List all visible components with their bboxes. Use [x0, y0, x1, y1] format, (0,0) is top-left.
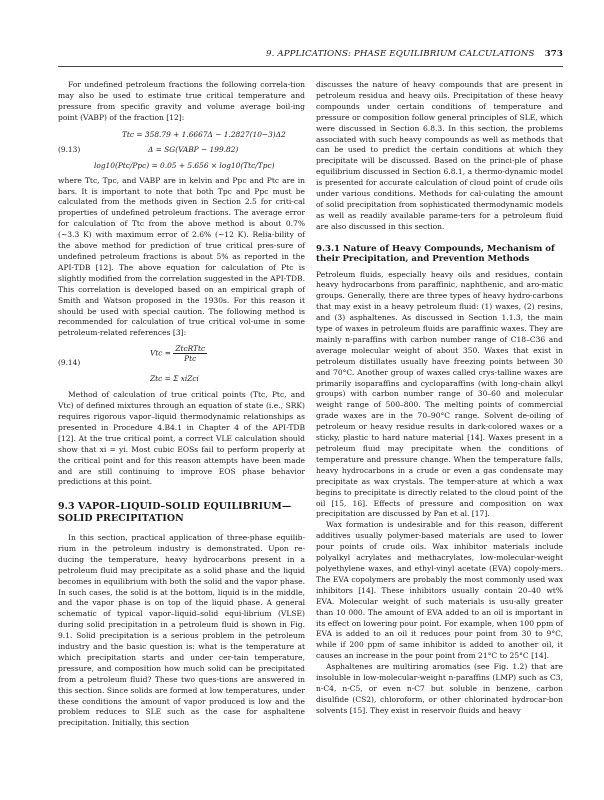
equation-vtc-denominator: Ptc — [184, 354, 197, 364]
left-paragraph-2: where Ttc, Tpc, and VABP are in kelvin and Ppc and Ptc are in bars. It is important to note that both Tpc and Ppc must be calculated from the methods given in Section 2.5 for criti-cal properties of undefined petroleum fractions. The average error for calculation of Ttc from the above method is about 0.7% (∼3.3 K) with maximum error of 2.6% (∼12 K). Relia-bility of the above method for prediction of true critical pres-sure of undefined petroleum fractions is about 5% as reported in the API-TDB [12]. The above equation for calculation of Ptc is slightly modified from the correlation suggested in the API-TDB. This correlation is developed based on an empirical graph of Smith and Watson proposed in the 1930s. For this reason it should be used with special caution. The following method is recommended for calculation of true critical vol-ume in some petroleum-related references [3]: — [58, 175, 305, 338]
equation-vtc-fraction — [173, 344, 207, 363]
header-rule — [58, 66, 563, 67]
left-paragraph-4: In this section, practical application of three-phase equilib-rium in the petroleum industry is demonstrated. Upon re-ducing the temperature, heavy hydrocarbons present in a petroleum fluid may precipitate as a solid phase and the liquid becomes in equilibrium with both the solid and the vapor phase. In such cases, the solid is at the bottom, liquid is in the middle, and the vapor phase is on top of the liquid phase. A general schematic of typical vapor–liquid–solid equi-librium (VLSE) during solid precipitation in a petroleum fluid is shown in Fig. 9.1. Solid precipitation is a serious problem in the petroleum industry and the basic question is: what is the temperature at which precipitation starts and under cer-tain temperature, pressure, and composition how much solid can be precipitated from a petroleum fluid? These two ques-tions are answered in this section. Since solids are formed at low temperatures, under these conditions the amount of vapor produced is low and the problem reduces to SLE such as the case for asphaltene precipitation. Initially, this section — [58, 532, 305, 728]
equation-vtc-numerator: ZtcRTtc — [175, 344, 206, 354]
right-column — [316, 80, 563, 717]
right-paragraph-3: Wax formation is undesirable and for this reason, different additives usually polymer-based materials are used to lower pour points of crude oils. Wax inhibitor materials include polyalkyl acrylates and methacrylates, low-molecular-weight polyethylene waxes, and ethyl-vinyl acetate (EVA) copoly-mers. The EVA copolymers are probably the most commonly used wax inhibitors [14]. These inhibitors usually contain 20–40 wt% EVA. Molecular weight of such materials is usu-ally greater than 10 000. The amount of EVA added to an oil is important in its effect on lowering pour point. For example, when 100 ppm of EVA is added to an oil it reduces pour point from 30 to 9°C, while if 200 ppm of same inhibitor is added to another oil, it causes an increase in the pour point from 21°C to 25°C [14]. — [316, 520, 563, 661]
subsection-title-9-3-1: 9.3.1 Nature of Heavy Compounds, Mechanism of their Precipitation, and Prevention Methods — [316, 243, 555, 265]
left-paragraph-3: Method of calculation of true critical points (Ttc, Ptc, and Vtc) of defined mixtures through an equation of state (i.e., SRK) requires rigorous vapor–liquid thermodynamic relationships as presented in Procedure 4.B4.1 in Chapter 4 of the API-TDB [12]. At the true critical point, a correct VLE calculation should show that xi = yi. Most cubic EOSs fail to perform properly at the critical point and for this reason attempts have been made and are still continuing to improve EOS phase behavior predictions at this point. — [58, 390, 305, 487]
equation-ttc: Ttc = 358.79 + 1.6667Δ − 1.2827(10−3)Δ2 — [122, 129, 286, 139]
right-paragraph-4: Asphaltenes are multiring aromatics (see Fig. 1.2) that are insoluble in low-molecular-weight n-paraffins (LMP) such as C3, n-C4, n-C5, or even n-C7 but soluble in benzene, carbon disulfide (CS2), chloroform, or other chlorinated hydrocar-bon solvents [15]. They exist in reservoir fluids and heavy — [316, 662, 563, 715]
equation-ztc: Ztc = Σ xiZci — [150, 374, 199, 384]
equation-number-9-13: (9.13) — [58, 144, 81, 154]
equation-delta: Δ = SG(VABP − 199.82) — [148, 144, 239, 154]
equation-log-ptc: log10(Ptc/Ppc) = 0.05 + 5.656 × log10(Ttc/Tpc) — [94, 160, 275, 170]
equation-vtc — [150, 344, 207, 363]
section-title-9-3: 9.3 VAPOR–LIQUID–SOLID EQUILIBRIUM—SOLID PRECIPITATION — [58, 501, 292, 524]
left-paragraph-1: For undefined petroleum fractions the following correla-tion may also be used to estimate true critical temperature and pressure from specific gravity and volume average boil-ing point (VABP) of the fraction [12]: — [58, 80, 305, 122]
right-paragraph-1: discusses the nature of heavy compounds that are present in petroleum residua and heavy oils. Precipitation of these heavy compounds under certain conditions of temperature and pressure or composition follow general principles of SLE, which were discussed in Section 6.8.3. In this section, the problems associated with such heavy compounds as well as methods that can be used to predict the certain conditions at which they precipitate will be discussed. Based on the princi-ple of phase equilibrium discussed in Section 6.8.1, a thermo-dynamic model is presented for accurate calculation of cloud point of crude oils under various conditions. Methods for cal-culating the amount of solid precipitation from sophisticated thermodynamic models as well as readily available parame-ters for a petroleum fluid are also discussed in this section. — [316, 80, 563, 231]
left-column — [58, 80, 305, 729]
equation-9-14 — [58, 342, 305, 390]
equation-9-13 — [58, 130, 305, 176]
running-header — [58, 49, 563, 59]
equation-number-9-14: (9.14) — [58, 358, 81, 368]
equation-vtc-lhs: Vtc = — [150, 348, 171, 358]
page-number: 373 — [544, 49, 563, 59]
running-title: 9. APPLICATIONS: PHASE EQUILIBRIUM CALCULATIONS — [265, 49, 535, 59]
right-paragraph-2: Petroleum fluids, especially heavy oils and residues, contain heavy hydrocarbons from paraffinic, naphthenic, and aro-matic groups. Generally, there are three types of heavy hydro-carbons that may exist in a heavy petroleum fluid: (1) waxes, (2) resins, and (3) asphaltenes. As discussed in Section 1.1.3, the main type of waxes in petroleum fluids are paraffinic waxes. They are mainly n-paraffins with carbon number range of C18–C36 and average molecular weight of about 350. Waxes that exist in petroleum distillates usually have freezing points between 30 and 70°C. Another group of waxes called crys-talline waxes are primarily isoparaffins and cycloparaffins (with long-chain alkyl groups) with carbon number range of 30–60 and molecular weight range of 500–800. The melting points of commercial grade waxes are in the 70–90°C range. Solvent de-oiling of petroleum or heavy residue results in dark-colored waxes or a sticky, plastic to hard nature material [14]. Waxes present in a petroleum fluid may precipitate when the conditions of temperature and pressure change. When the temperature falls, heavy hydrocarbons in a crude or even a gas condensate may precipitate as wax crystals. The temper-ature at which a wax begins to precipitate is directly related to the cloud point of the oil [15, 16]. Effects of pressure and composition on wax precipitation are discussed by Pan et al. [17]. — [316, 269, 563, 519]
